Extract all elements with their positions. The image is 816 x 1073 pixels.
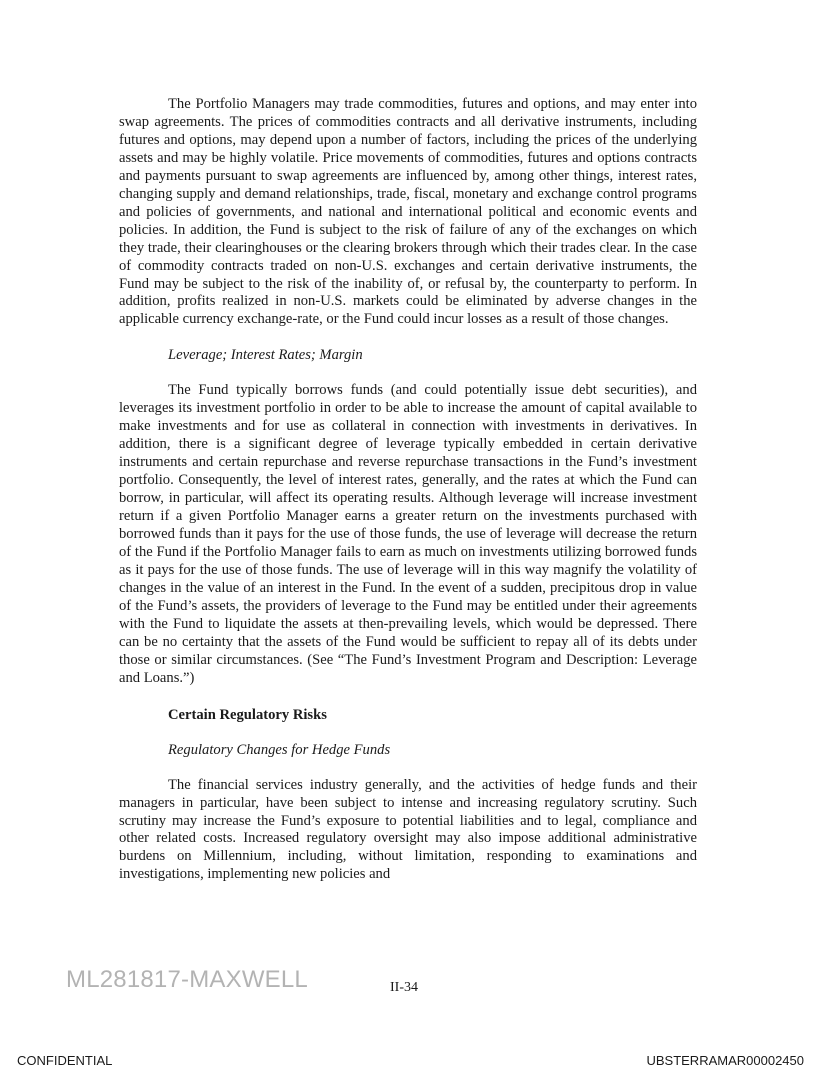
heading-regulatory-changes: Regulatory Changes for Hedge Funds <box>168 741 391 758</box>
heading-regulatory-risks: Certain Regulatory Risks <box>168 706 327 723</box>
paragraph-leverage: The Fund typically borrows funds (and could potentially issue debt securities), and leverages its investment portfolio in order to be able to increase the amount of capital available to make investments and for use as collateral in connection with investments in derivatives. In addition, there is a significant degree of leverage typically embedded in certain derivative instruments and certain repurchase and reverse repurchase transactions in the Fund’s investment portfolio. Consequently, the level of interest rates, generally, and the rates at which the Fund can borrow, in particular, will affect its operating results. Although leverage will increase investment return if a given Portfolio Manager earns a greater return on the investments purchased with borrowed funds than it pays for the use of those funds, the use of leverage will decrease the return of the Fund if the Portfolio Manager fails to earn as much on investments utilizing borrowed funds as it pays for the use of those funds. The use of leverage will in this way magnify the volatility of changes in the value of an interest in the Fund. In the event of a sudden, precipitous drop in value of the Fund’s assets, the providers of leverage to the Fund may be entitled under their agreements with the Fund to liquidate the assets at then-prevailing levels, which would be depressed. There can be no certainty that the assets of the Fund would be sufficient to repay all of its debts under those or similar circumstances. (See “The Fund’s Investment Program and Description: Leverage and Loans.”) <box>119 382 697 686</box>
document-body <box>119 96 697 884</box>
confidential-label: CONFIDENTIAL <box>17 1053 113 1068</box>
document-id: UBSTERRAMAR00002450 <box>646 1053 804 1068</box>
paragraph-commodities: The Portfolio Managers may trade commodities, futures and options, and may enter into swap agreements. The prices of commodities contracts and all derivative instruments, including futures and options, may depend upon a number of factors, including the prices of the underlying assets and may be highly volatile. Price movements of commodities, futures and options contracts and payments pursuant to swap agreements are influenced by, among other things, interest rates, changing supply and demand relationships, trade, fiscal, monetary and exchange control programs and policies of governments, and national and international political and economic events and policies. In addition, the Fund is subject to the risk of failure of any of the exchanges on which they trade, their clearinghouses or the clearing brokers through which their trades clear. In the case of commodity contracts traded on non-U.S. exchanges and certain derivative instruments, the Fund may be subject to the risk of the inability of, or refusal by, the counterparty to perform. In addition, profits realized in non-U.S. markets could be eliminated by adverse changes in the applicable currency exchange-rate, or the Fund could incur losses as a result of those changes. <box>119 96 697 328</box>
heading-leverage: Leverage; Interest Rates; Margin <box>168 347 363 364</box>
page-number: II-34 <box>390 980 418 995</box>
paragraph-regulatory-changes: The financial services industry generally, and the activities of hedge funds and their managers in particular, have been subject to intense and increasing regulatory scrutiny. Such scrutiny may increase the Fund’s exposure to potential liabilities and to legal, compliance and other related costs. Increased regulatory oversight may also impose additional administrative burdens on Millennium, including, without limitation, responding to examinations and investigations, implementing new policies and <box>119 776 697 883</box>
bates-stamp: ML281817-MAXWELL <box>66 966 308 993</box>
